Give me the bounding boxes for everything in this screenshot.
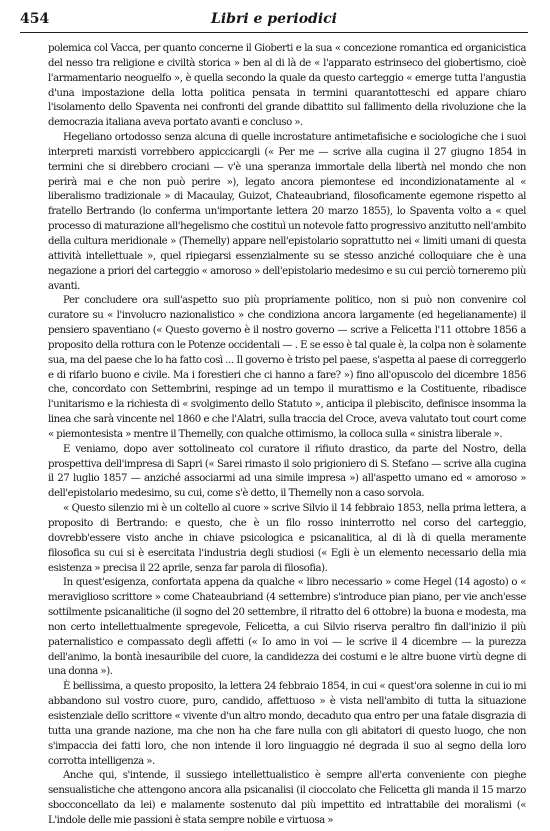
paragraph-5: « Questo silenzio mi è un coltello al cuore » scrive Silvio il 14 febbraio 1853, nella prima lettera, a proposito di Bertrando: e questo, che è un filo rosso ininterrotto nel corso del carteggio, dovrebb'essere visto anche in chiave psicologica e psicanalitica, al di là di quella meramente filosofica su cui si è esercitata l'industria degli studiosi (« Egli è un elemento necessario della mia esistenza » precisa il 22 aprile, senza far parola di filosofia).	[48, 503, 526, 574]
paragraph-6: In quest'esigenza, confortata appena da qualche « libro necessario » come Hegel (14 agosto) o « meraviglioso scrittore » come Chateaubriand (4 settembre) s'introduce pian piano, per vie anch'esse sottilmente psicanalitiche (il sogno del 20 settembre, il ritratto del 6 ottobre) la buona e modesta, ma non certo intellettualmente spregevole, Felicetta, a cui Silvio riserva peraltro fin dall'inizio il più paternalistico e compassato degli affetti (« Io amo in voi — le scrive il 4 dicembre — la purezza dell'animo, la bontà inesauribile del cuore, la candidezza dei costumi e le altre buone virtù degne di una donna »).	[48, 577, 526, 678]
paragraph-8: Anche qui, s'intende, il sussiego intellettualistico è sempre all'erta conveniente con pieghe sensualistiche che attengono ancora alla psicanalisi (il cioccolato che Felicetta gli manda il 15 marzo sbocconcellato da lei) e malamente sostenuto dal più impettito ed intrattabile dei moralismi (« L'indole delle mie passioni è stata sempre nobile e virtuosa »	[48, 770, 526, 826]
header-rule	[20, 32, 528, 33]
paragraph-4: E veniamo, dopo aver sottolineato col curatore il rifiuto drastico, da parte del Nostro, della prospettiva dell'impresa di Sapri (« Sarei rimasto il solo prigioniero di S. Stefano — scrive alla cugina il 27 luglio 1857 — anziché associarmi ad una simile impresa ») all'aspetto umano ed « amoroso » dell'epistolario medesimo, su cui, come s'è detto, il Themelly non a caso sorvola.	[48, 443, 526, 500]
page-header	[20, 10, 528, 36]
article-body	[48, 42, 526, 829]
paragraph-3: Per concludere ora sull'aspetto suo più propriamente politico, non si può non convenire col curatore su « l'involucro nazionalistico » che condiziona ancora largamente (ed hegelianamente) il pensiero spaventiano (« Questo governo è il nostro governo — scrive a Felicetta l'11 ottobre 1856 a proposito della rottura con le Potenze occidentali — . E se esso è tal quale è, la colpa non è solamente sua, ma del paese che lo ha fatto così ... Il governo è tristo pel paese, s'aspetta al paese di correggerlo e di rifarlo buono e civile. Ma i forestieri che ci hanno a fare? ») fino all'opuscolo del dicembre 1856 che, concordato con Settembrini, respinge ad un tempo il murattismo e la Costituente, ribadisce l'unitarismo e la richiesta di « svolgimento dello Statuto », anticipa il plebiscito, definisce insomma la linea che sarà vincente nel 1860 e che l'Alatri, sulla traccia del Croce, aveva valutato tout court come « piemontesista » mentre il Themelly, con qualche ottimismo, la colloca sulla « sinistra liberale ».	[48, 295, 526, 440]
paragraph-1: polemica col Vacca, per quanto concerne il Gioberti e la sua « concezione romantica ed organicistica del nesso tra religione e civiltà storica » ben al di là de « l'apparato estrinseco del giobertismo, cioè l'armamentario neoguelfo », è quella secondo la quale da questo carteggio « emerge tutta l'angustia d'una impostazione della lotta politica pensata in termini quarantotteschi ed appare chiaro l'isolamento dello Spaventa nei confronti del grande dibattito sul fallimento della rivoluzione che la democrazia italiana aveva portato avanti e concluso ».	[48, 43, 526, 129]
paragraph-7: È bellissima, a questo proposito, la lettera 24 febbraio 1854, in cui « quest'ora solenne in cui io mi abbandono sul vostro cuore, puro, candido, affettuoso » è vista nell'ambito di tutta la situazione esistenziale dello scrittore « vivente d'un altro mondo, decaduto qua entro per una fatale disgrazia di tutta una grande nazione, ma che non ha che fare nulla con gli abitatori di questo luogo, che non s'impaccia dei fatti loro, che non intende il loro linguaggio né degrada il suo al segno della loro corrotta intelligenza ».	[48, 681, 526, 767]
paragraph-2: Hegeliano ortodosso senza alcuna di quelle incrostature antimetafisiche e sociologiche che i suoi interpreti marxisti vorrebbero appiccicargli (« Per me — scrive alla cugina il 27 giugno 1854 in termini che si direbbero crociani — v'è una speranza immortale della libertà nel mondo che non perirà mai e che non può perire »), legato ancora piemontese ed incondizionatamente al « liberalismo tradizionale » di Macaulay, Guizot, Chateaubriand, filosoficamente egemone rispetto al fratello Bertrando (lo conferma un'importante lettera 20 marzo 1855), lo Spaventa volto a « quel processo di maturazione all'hegelismo che costituì un notevole fatto progressivo anzitutto nell'ambito della cultura meridionale » (Themelly) appare nell'epistolario soprattutto nei « limiti umani di questa attività intellettuale », quel ripiegarsi essenzialmente su se stesso anziché colloquiare che è una negazione a priori del carteggio « amoroso » dell'epistolario medesimo e su cui perciò torneremo più avanti.	[48, 132, 526, 292]
running-title: Libri e periodici	[211, 11, 337, 27]
page-number: 454	[20, 11, 50, 27]
